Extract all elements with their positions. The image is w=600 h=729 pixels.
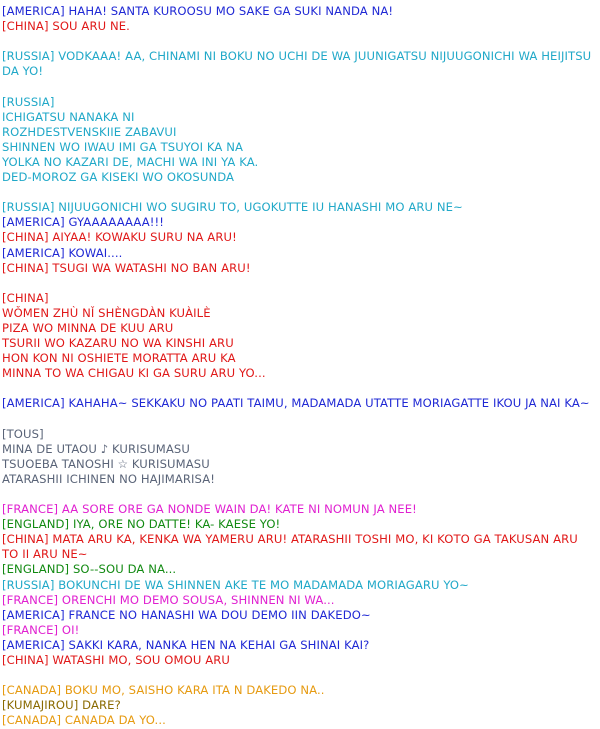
lyric-line-russia: DED-MOROZ GA KISEKI WO OKOSUNDA [2, 170, 235, 185]
lyric-line-russia: [RUSSIA] VODKAAA! AA, CHINAMI NI BOKU NO UCHI DE WA JUUNIGATSU NIJUUGONICHI WA HEIJITSU DA YO! [2, 49, 596, 79]
lyric-line-america: [AMERICA] SAKKI KARA, NANKA HEN NA KEHAI GA SHINAI KAI? [2, 637, 370, 652]
lyric-line-tous: [TOUS] [2, 426, 44, 441]
lyric-line-china: [CHINA] AIYAA! KOWAKU SURU NA ARU! [2, 230, 237, 245]
lyric-line-tous: TSUOEBA TANOSHI ☆ KURISUMASU [2, 456, 210, 471]
lyric-line-russia: SHINNEN WO IWAU IMI GA TSUYOI KA NA [2, 139, 244, 154]
stanza-gap [2, 34, 598, 49]
lyric-line-england: [ENGLAND] SO--SOU DA NA... [2, 562, 177, 577]
stanza-gap [2, 412, 598, 427]
lyric-line-tous: MINA DE UTAOU ♪ KURISUMASU [2, 441, 190, 456]
stanza-gap [2, 668, 598, 683]
lyric-line-china: MINNA TO WA CHIGAU KI GA SURU ARU YO... [2, 366, 266, 381]
stanza-gap [2, 185, 598, 200]
lyric-line-china: PIZA WO MINNA DE KUU ARU [2, 320, 174, 335]
lyric-line-russia: [RUSSIA] NIJUUGONICHI WO SUGIRU TO, UGOKUTTE IU HANASHI MO ARU NE~ [2, 200, 463, 215]
lyric-line-russia: YOLKA NO KAZARI DE, MACHI WA INI YA KA. [2, 154, 259, 169]
lyric-line-america: [AMERICA] KAHAHA~ SEKKAKU NO PAATI TAIMU, MADAMADA UTATTE MORIAGATTE IKOU JA NAI KA~ [2, 396, 590, 411]
lyric-line-china: [CHINA] TSUGI WA WATASHI NO BAN ARU! [2, 260, 251, 275]
stanza-gap [2, 487, 598, 502]
lyric-line-canada: [CANADA] BOKU MO, SAISHO KARA ITA N DAKEDO NA.. [2, 683, 325, 698]
lyric-line-china: WǑMEN ZHÙ NǏ SHÈNGDÀN KUÀILÈ [2, 305, 211, 320]
lyric-line-france: [FRANCE] ORENCHI MO DEMO SOUSA, SHINNEN NI WA... [2, 592, 335, 607]
lyric-line-russia: ICHIGATSU NANAKA NI [2, 109, 135, 124]
lyric-line-russia: ROZHDESTVENSKIIE ZABAVUI [2, 124, 177, 139]
lyric-line-china: [CHINA] WATASHI MO, SOU OMOU ARU [2, 653, 230, 668]
stanza-gap [2, 79, 598, 94]
lyric-line-france: [FRANCE] OI! [2, 622, 80, 637]
lyric-line-russia: [RUSSIA] [2, 94, 55, 109]
lyric-line-china: TSURII WO KAZARU NO WA KINSHI ARU [2, 336, 234, 351]
lyric-line-tous: ATARASHII ICHINEN NO HAJIMARISA! [2, 471, 216, 486]
lyric-line-america: [AMERICA] HAHA! SANTA KUROOSU MO SAKE GA SUKI NANDA NA! [2, 4, 394, 18]
lyric-line-china: HON KON NI OSHIETE MORATTA ARU KA [2, 351, 236, 366]
lyric-line-canada: [CANADA] CANADA DA YO... [2, 713, 166, 728]
lyric-line-america: [AMERICA] KOWAI.... [2, 245, 123, 260]
lyric-line-china: [CHINA] [2, 290, 49, 305]
lyric-line-france: [FRANCE] AA SORE ORE GA NONDE WAIN DA! KATE NI NOMUN JA NEE! [2, 502, 417, 517]
stanza-gap [2, 381, 598, 396]
lyric-line-china: [CHINA] SOU ARU NE. [2, 19, 130, 34]
lyric-line-kuma: [KUMAJIROU] DARE? [2, 698, 121, 713]
stanza-gap [2, 276, 598, 291]
lyric-line-russia: [RUSSIA] BOKUNCHI DE WA SHINNEN AKE TE MO MADAMADA MORIAGARU YO~ [2, 577, 469, 592]
lyric-line-america: [AMERICA] FRANCE NO HANASHI WA DOU DEMO IIN DAKEDO~ [2, 607, 371, 622]
lyric-line-china: [CHINA] MATA ARU KA, KENKA WA YAMERU ARU! ATARASHII TOSHI MO, KI KOTO GA TAKUSAN ARU TO II ARU NE~ [2, 532, 582, 562]
lyric-line-america: [AMERICA] GYAAAAAAAA!!! [2, 215, 165, 230]
lyric-line-england: [ENGLAND] IYA, ORE NO DATTE! KA- KAESE YO! [2, 517, 281, 532]
